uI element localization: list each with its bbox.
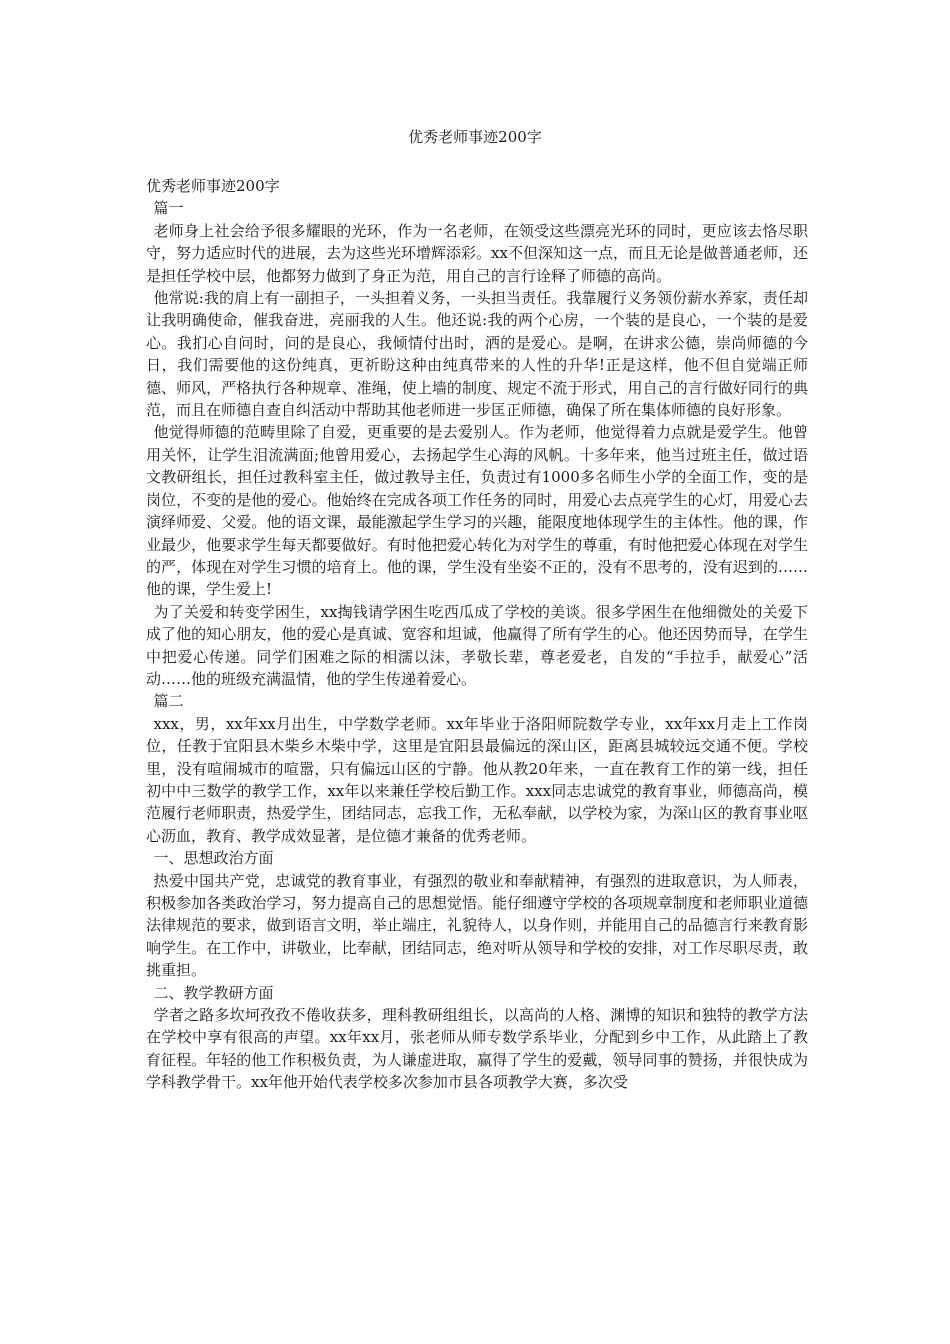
body-paragraph: 他觉得师德的范畴里除了自爱，更重要的是去爱别人。作为老师，他觉得着力点就是爱学生。他曾用关怀，让学生泪流满面;他曾用爱心，去扬起学生心海的风帆。十多年来，他当过班主任，做过语文教研组长，担任过教科室主任，做过教导主任，负责过有1000多名师生小学的全面工作，变的是岗位，不变的是他的爱心。他始终在完成各项工作任务的同时，用爱心去点亮学生的心灯，用爱心去演绎师爱、父爱。他的语文课，最能激起学生学习的兴趣，能限度地体现学生的主体性。他的课，作业最少，他要求学生每天都要做好。有时他把爱心转化为对学生的尊重，有时他把爱心体现在对学生的严，体现在对学生习惯的培育上。他的课，学生没有坐姿不正的，没有不思考的，没有迟到的……他的课，学生爱上!: [146, 423, 808, 599]
document-body: [146, 175, 808, 1094]
body-paragraph: 学者之路多坎坷孜孜不倦收获多，理科教研组组长，以高尚的人格、渊博的知识和独特的教学方法在学校中享有很高的声望。xx年xx月，张老师从师专数学系毕业，分配到乡中工作，从此踏上了教育征程。年轻的他工作积极负责，为人谦虚进取，赢得了学生的爱戴，领导同事的赞扬，并很快成为学科教学骨干。xx年他开始代表学校多次参加市县各项教学大赛，多次受: [146, 1006, 808, 1092]
body-paragraph: 老师身上社会给予很多耀眼的光环，作为一名老师，在领受这些漂亮光环的同时，更应该去恪尽职守，努力适应时代的进展，去为这些光环增辉添彩。xx不但深知这一点，而且无论是做普通老师，还是担任学校中层，他都努力做到了身正为范，用自己的言行诠释了师德的高尚。: [146, 221, 808, 285]
document-title: 优秀老师事迹200字: [408, 128, 542, 146]
subsection-heading: 二、教学教研方面: [153, 983, 274, 1002]
article-heading: 优秀老师事迹200字: [146, 177, 280, 195]
subsection-heading: 一、思想政治方面: [153, 849, 274, 868]
section-heading-part-two: 篇二: [153, 692, 184, 711]
body-paragraph: 为了关爱和转变学困生，xx掏钱请学困生吃西瓜成了学校的美谈。很多学困生在他细微处的关爱下成了他的知心朋友，他的爱心是真诚、宽容和坦诚，他赢得了所有学生的心。他还因势而导，在学生中把爱心传递。同学们困难之际的相濡以沫，孝敬长辈，尊老爱老，自发的“手拉手，献爱心”活动……他的班级充满温情，他的学生传递着爱心。: [146, 602, 808, 688]
body-paragraph: 热爱中国共产党，忠诚党的教育事业，有强烈的敬业和奉献精神，有强烈的进取意识，为人师表，积极参加各类政治学习，努力提高自己的思想觉悟。能仔细遵守学校的各项规章制度和老师职业道德法律规范的要求，做到语言文明，举止端庄，礼貌待人，以身作则，并能用自己的品德言行来教育影响学生。在工作中，讲敬业，比奉献，团结同志，绝对听从领导和学校的安排，对工作尽职尽责，敢挑重担。: [146, 871, 808, 980]
body-paragraph: 他常说:我的肩上有一副担子，一头担着义务，一头担当责任。我靠履行义务领份薪水养家，责任却让我明确使命，催我奋进，亮丽我的人生。他还说:我的两个心房，一个装的是良心，一个装的是爱心。我扪心自问时，问的是良心，我倾情付出时，洒的是爱心。是啊，在讲求公德，崇尚师德的今日，我们需要他的这份纯真，更祈盼这种由纯真带来的人性的升华!正是这样，他不但自觉端正师德、师风，严格执行各种规章、准绳，使上墙的制度、规定不流于形式，用自己的言行做好同行的典范，而且在师德自查自纠活动中帮助其他老师进一步匡正师德，确保了所在集体师德的良好形象。: [146, 289, 808, 420]
section-heading-part-one: 篇一: [153, 199, 184, 218]
body-paragraph: xxx，男，xx年xx月出生，中学数学老师。xx年毕业于洛阳师院数学专业，xx年xx月走上工作岗位，任教于宜阳县木柴乡木柴中学，这里是宜阳县最偏远的深山区，距离县城较远交通不便。学校里，没有喧闹城市的喧嚣，只有偏远山区的宁静。他从教20年来，一直在教育工作的第一线，担任初中中三数学的教学工作，xx年以来兼任学校后勤工作。xxx同志忠诚党的教育事业，师德高尚，模范履行老师职责，热爱学生，团结同志，忘我工作，无私奉献，以学校为家，为深山区的教育事业呕心沥血，教育、教学成效显著，是位德才兼备的优秀老师。: [146, 714, 808, 845]
